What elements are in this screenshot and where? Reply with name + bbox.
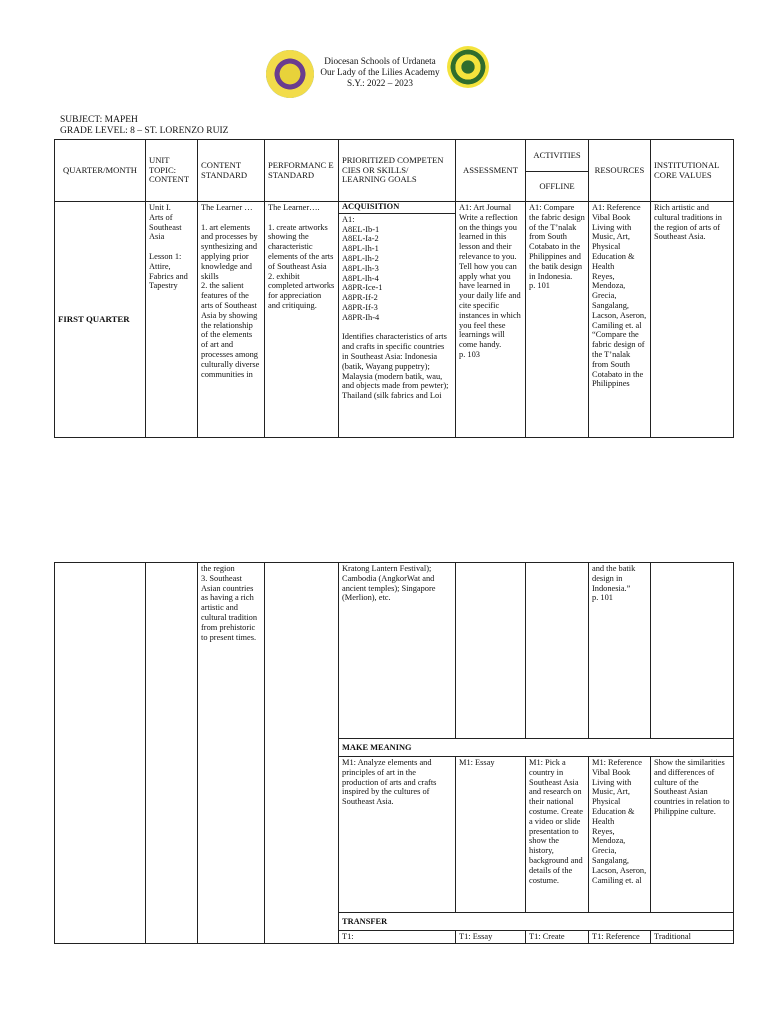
competencies-cell: A1: A8EL-Ib-1 A8EL-Ia-2 A8PL-Ih-1 A8PL-Ih-2 A8PL-Ih-3 A8PL-Ih-4 A8PR-Ice-1 A8PR-If-2 A8PR-If-3 A8PR-Ih-4 Identifies characteristics of arts and crafts in specific countries in Southeast Asia: Indonesia (batik, Wayang puppetry); Malaysia (modern batik, wau, and objects made from pewter); Thailand (silk fabrics and Loi <box>339 213 456 437</box>
col-competencies: PRIORITIZED COMPETEN CIES OR SKILLS/ LEARNING GOALS <box>339 140 456 202</box>
curriculum-map-table-continued <box>54 562 734 944</box>
school-name: Our Lady of the Lilies Academy <box>320 67 440 77</box>
activities-cell: A1: Compare the fabric design of the T’nalak from South Cotabato in the Philippines and the batik design in Indonesia. p. 101 <box>526 202 589 438</box>
diocesan-seal-logo <box>266 50 314 98</box>
col-performance-standard: PERFORMANC E STANDARD <box>265 140 339 202</box>
resources-cell: A1: Reference Vibal Book Living with Music, Art, Physical Education & Health Reyes, Mendoza, Grecia, Sangalang, Lacson, Aseron, Camiling et. al “Compare the fabric design of the T’nalak from South Cotabato in the Philippines <box>589 202 651 438</box>
content-standard-cell: The Learner … 1. art elements and processes by synthesizing and applying prior knowledge and skills 2. the salient features of the arts of Southeast Asia by showing the relationship of the elements of art and processes among culturally diverse communities in <box>198 202 265 438</box>
competencies-cell-continued: Kratong Lantern Festival); Cambodia (AngkorWat and ancient temples); Singapore (Merlion), etc. <box>339 563 456 739</box>
col-assessment: ASSESSMENT <box>456 140 526 202</box>
col-unit-topic: UNIT TOPIC: CONTENT <box>146 140 198 202</box>
grade-level-label: GRADE LEVEL: 8 – ST. LORENZO RUIZ <box>60 126 229 136</box>
make-meaning-assessment: M1: Essay <box>456 757 526 913</box>
core-values-cell: Rich artistic and cultural traditions in the region of arts of Southeast Asia. <box>651 202 734 438</box>
transfer-assessment: T1: Essay <box>456 931 526 944</box>
make-meaning-activities: M1: Pick a country in Southeast Asia and research on their national costume. Create a video or slide presentation to show the history, background and details of the costume. <box>526 757 589 913</box>
school-header-text <box>320 56 440 89</box>
col-activities: ACTIVITIES <box>526 140 589 172</box>
transfer-activities: T1: Create <box>526 931 589 944</box>
col-offline: OFFLINE <box>526 172 589 202</box>
document-header <box>0 46 768 106</box>
transfer-competencies: T1: <box>339 931 456 944</box>
acquisition-header: ACQUISITION <box>339 202 456 214</box>
col-quarter-month: QUARTER/MONTH <box>55 140 146 202</box>
quarter-cell-continued <box>55 563 146 944</box>
transfer-values: Traditional <box>651 931 734 944</box>
diocese-name: Diocesan Schools of Urdaneta <box>324 56 436 66</box>
activities-cell-continued <box>526 563 589 739</box>
unit-topic-cell: Unit I. Arts of Southeast Asia Lesson 1: Attire, Fabrics and Tapestry <box>146 202 198 438</box>
make-meaning-values: Show the similarities and differences of culture of the Southeast Asian countries in relation to Philippine culture. <box>651 757 734 913</box>
content-standard-cell-continued: the region 3. Southeast Asian countries as having a rich artistic and cultural tradition from prehistoric to present times. <box>198 563 265 944</box>
subject-label: SUBJECT: MAPEH <box>60 115 138 125</box>
academy-seal-logo <box>447 46 489 88</box>
col-resources: RESOURCES <box>589 140 651 202</box>
make-meaning-resources: M1: Reference Vibal Book Living with Music, Art, Physical Education & Health Reyes, Mendoza, Grecia, Sangalang, Lacson, Aseron, Camiling et. al <box>589 757 651 913</box>
quarter-cell: FIRST QUARTER <box>55 202 146 438</box>
school-year: S.Y.: 2022 – 2023 <box>347 78 413 88</box>
performance-standard-cell-continued <box>265 563 339 944</box>
resources-cell-continued: and the batik design in Indonesia.” p. 101 <box>589 563 651 739</box>
performance-standard-cell: The Learner…. 1. create artworks showing the characteristic elements of the arts of Southeast Asia 2. exhibit completed artworks for appreciation and critiquing. <box>265 202 339 438</box>
assessment-cell: A1: Art Journal Write a reflection on the things you learned in this lesson and their relevance to you. Tell how you can apply what you have learned in your daily life and cite specific instances in which you feel these learnings will come handy. p. 103 <box>456 202 526 438</box>
curriculum-map-table <box>54 139 734 438</box>
col-core-values: INSTITUTIONAL CORE VALUES <box>651 140 734 202</box>
col-content-standard: CONTENT STANDARD <box>198 140 265 202</box>
transfer-resources: T1: Reference <box>589 931 651 944</box>
assessment-cell-continued <box>456 563 526 739</box>
make-meaning-competencies: M1: Analyze elements and principles of art in the production of arts and crafts inspired by the cultures of Southeast Asia. <box>339 757 456 913</box>
unit-topic-cell-continued <box>146 563 198 944</box>
transfer-header: TRANSFER <box>339 913 734 931</box>
core-values-cell-continued <box>651 563 734 739</box>
make-meaning-header: MAKE MEANING <box>339 739 734 757</box>
